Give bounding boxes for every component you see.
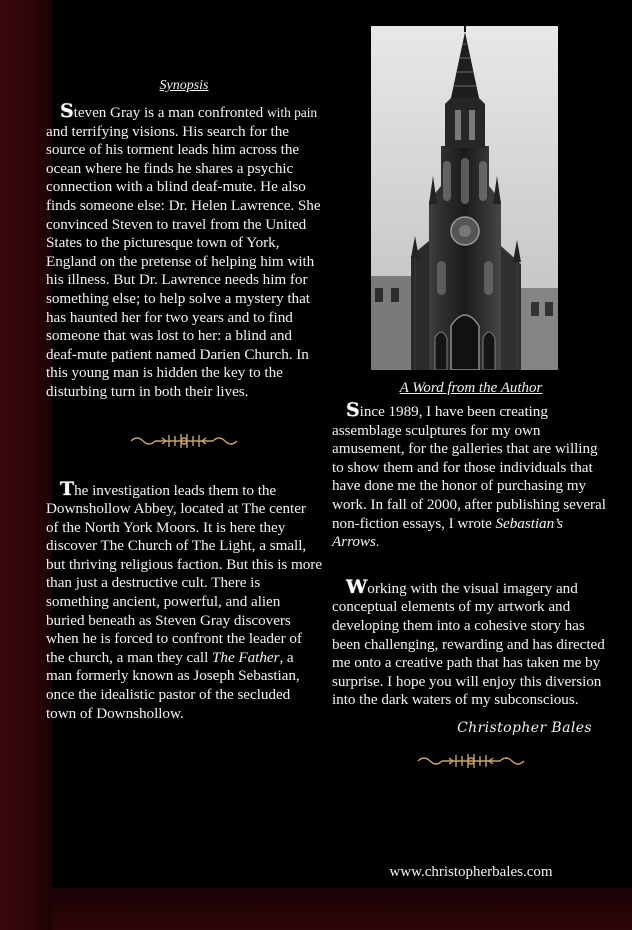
synopsis-text-italic: The Father (212, 648, 280, 666)
synopsis-text: and terrifying visions. His search for the source of his torment leads him across the ocean where he finds he shares a psychic connection with a blind deaf-mute. He also finds someone else: Dr. Helen Lawrence. She convinced Steven to travel from the United States to the picturesque town of York, England on the pretense of helping him with his illness. But Dr. Lawrence needs him for something else; to help solve a mystery that has haunted her for two years and to find someone that was lost to her: a blind and deaf-mute patient named Darien Church. In this young man is hidden the key to the disturbing turn in both their lives. (46, 122, 321, 400)
bottom-border (52, 888, 632, 930)
synopsis-heading: Synopsis (159, 78, 209, 93)
website-link[interactable]: www.christopherbales.com (389, 864, 553, 880)
drop-cap: S (60, 100, 74, 122)
synopsis-text: teven Gray is a man confronted (73, 104, 267, 121)
synopsis-text: , a man formerly known as Joseph Sebastian, once the idealistic pastor of the secluded town of Downshollow. (46, 648, 300, 722)
author-text: . (375, 534, 380, 550)
ornament-divider-icon (416, 752, 526, 770)
author-column (332, 380, 610, 770)
author-text-italic: Sebastian’s Arrows (332, 514, 564, 551)
author-text: ince 1989, I have been creating assemblage sculptures for my own amusement, for the galleries that are willing to show them and for those individuals that have done me the honor of purchasing my work. In fall of 2000, after publishing several non-fiction essays, I wrote (332, 403, 606, 532)
synopsis-text: he investigation leads them to the Downshollow Abbey, located at The center of the North York Moors. It is here they discover The Church of The Light, a small, but thriving religious faction. But this is more than just a destructive cult. There is something ancient, powerful, and alien buried beneath as Steven Gray discovers when he is forced to confront the leader of the church, a man they call (46, 481, 323, 666)
author-text: orking with the visual imagery and conceptual elements of my artwork and developing them into a cohesive story has been challenging, rewarding and has directed me onto a creative path that has taken me by surprise. I hope you will enjoy this diversion into the dark waters of my subconscious. (332, 579, 605, 709)
synopsis-text-small: with pain (266, 105, 318, 120)
synopsis-paragraph-2 (46, 477, 323, 724)
author-signature: Christopher Bales (457, 719, 592, 736)
drop-cap: W (346, 575, 368, 598)
drop-cap: T (60, 477, 75, 500)
left-border (0, 0, 52, 930)
cathedral-image (371, 26, 558, 370)
synopsis-column (46, 78, 322, 723)
cathedral-engraving (371, 26, 558, 370)
drop-cap: S (346, 399, 360, 421)
author-heading: A Word from the Author (399, 380, 543, 396)
author-paragraph-1 (332, 401, 610, 552)
author-paragraph-2 (332, 575, 610, 710)
ornament-divider-icon (129, 432, 239, 450)
synopsis-paragraph-1 (46, 102, 322, 402)
